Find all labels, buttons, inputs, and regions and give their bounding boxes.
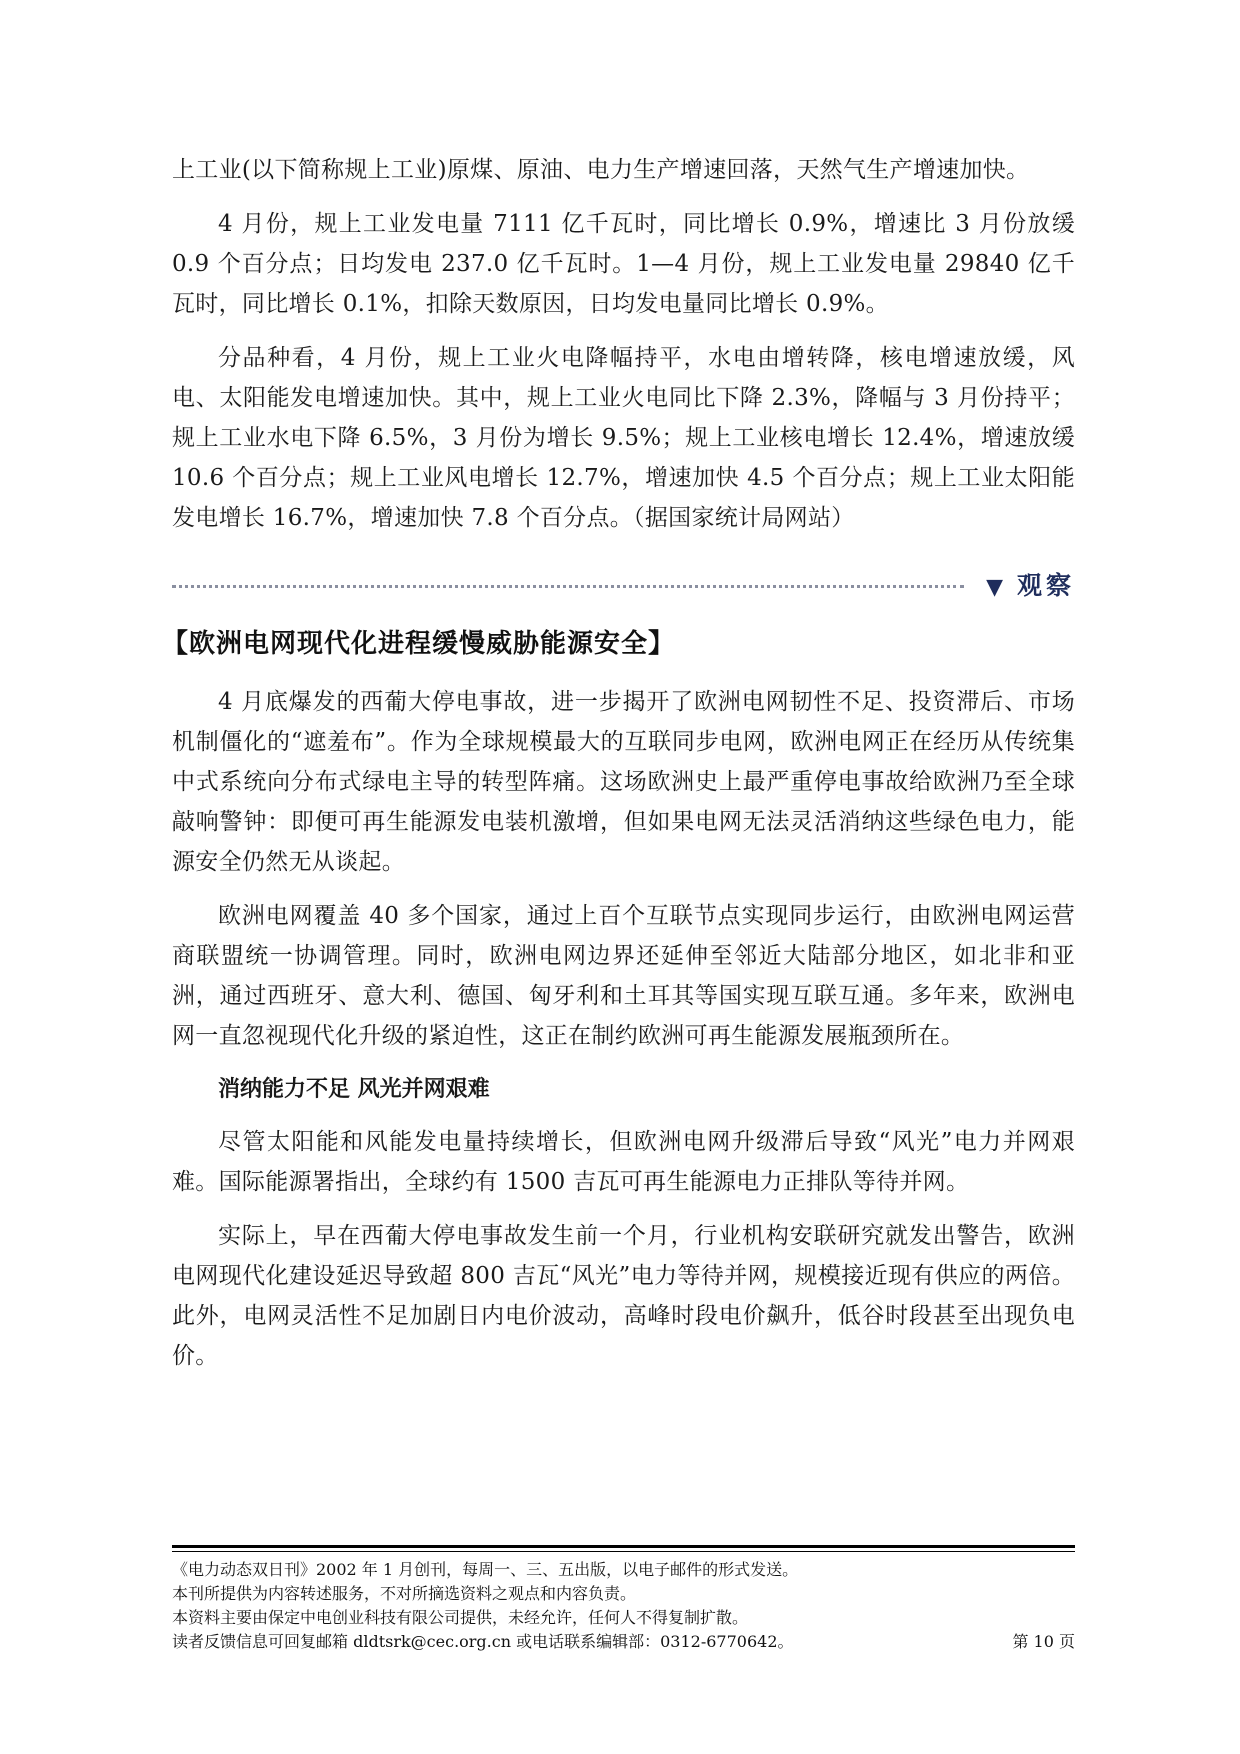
section-divider [172, 566, 1075, 606]
footer-rule-thin [172, 1551, 1075, 1552]
body-paragraph-2: 4 月份，规上工业发电量 7111 亿千瓦时，同比增长 0.9%，增速比 3 月份放缓 0.9 个百分点；日均发电 237.0 亿千瓦时。1—4 月份，规上工业发电量 29840 亿千瓦时，同比增长 0.1%，扣除天数原因，日均发电量同比增长 0.9%。 [172, 211, 1075, 317]
body-paragraph-3: 分品种看，4 月份，规上工业火电降幅持平，水电由增转降，核电增速放缓，风电、太阳能发电增速加快。其中，规上工业火电同比下降 2.3%，降幅与 3 月份持平；规上工业水电下降 6.5%，3 月份为增长 9.5%；规上工业核电增长 12.4%，增速放缓 10.6 个百分点；规上工业风电增长 12.7%，增速加快 4.5 个百分点；规上工业太阳能发电增长 16.7%，增速加快 7.8 个百分点。（据国家统计局网站） [172, 345, 1075, 531]
page-number: 第 10 页 [1012, 1632, 1075, 1651]
article-paragraph-2: 欧洲电网覆盖 40 多个国家，通过上百个互联节点实现同步运行，由欧洲电网运营商联盟统一协调管理。同时，欧洲电网边界还延伸至邻近大陆部分地区，如北非和亚洲，通过西班牙、意大利、德国、匈牙利和土耳其等国实现互联互通。多年来，欧洲电网一直忽视现代化升级的紧迫性，这正在制约欧洲可再生能源发展瓶颈所在。 [172, 903, 1075, 1049]
footer-line-2: 本刊所提供为内容转述服务，不对所摘选资料之观点和内容负责。 [172, 1584, 637, 1603]
section-label [986, 566, 1075, 608]
footer-line-4: 读者反馈信息可回复邮箱 dldtsrk@cec.org.cn 或电话联系编辑部：0312-6770642。 [172, 1632, 794, 1651]
article-paragraph-4: 实际上，早在西葡大停电事故发生前一个月，行业机构安联研究就发出警告，欧洲电网现代化建设延迟导致超 800 吉瓦“风光”电力等待并网，规模接近现有供应的两倍。此外，电网灵活性不足加剧日内电价波动，高峰时段电价飙升，低谷时段甚至出现负电价。 [172, 1223, 1075, 1369]
triangle-down-icon: ▼ [986, 575, 1003, 600]
article-paragraph-1: 4 月底爆发的西葡大停电事故，进一步揭开了欧洲电网韧性不足、投资滞后、市场机制僵化的“遮羞布”。作为全球规模最大的互联同步电网，欧洲电网正在经历从传统集中式系统向分布式绿电主导的转型阵痛。这场欧洲史上最严重停电事故给欧洲乃至全球敲响警钟：即便可再生能源发电装机激增，但如果电网无法灵活消纳这些绿色电力，能源安全仍然无从谈起。 [172, 689, 1075, 875]
footer-rule [172, 1545, 1075, 1548]
dotted-rule [172, 585, 964, 588]
footer-line-3: 本资料主要由保定中电创业科技有限公司提供，未经允许，任何人不得复制扩散。 [172, 1608, 749, 1627]
footer [172, 1558, 1075, 1654]
article-title: 【欧洲电网现代化进程缓慢威胁能源安全】 [162, 629, 676, 659]
footer-last-row [172, 1630, 1075, 1654]
footer-line-1: 《电力动态双日刊》2002 年 1 月创刊，每周一、三、五出版，以电子邮件的形式发送。 [172, 1560, 799, 1579]
article-subheading: 消纳能力不足 风光并网艰难 [218, 1077, 490, 1102]
section-label-text: 观察 [1016, 571, 1075, 600]
article-paragraph-3: 尽管太阳能和风能发电量持续增长，但欧洲电网升级滞后导致“风光”电力并网艰难。国际能源署指出，全球约有 1500 吉瓦可再生能源电力正排队等待并网。 [172, 1129, 1075, 1195]
page-content [162, 150, 1075, 1390]
body-paragraph-1: 上工业(以下简称规上工业)原煤、原油、电力生产增速回落，天然气生产增速加快。 [172, 157, 1030, 183]
